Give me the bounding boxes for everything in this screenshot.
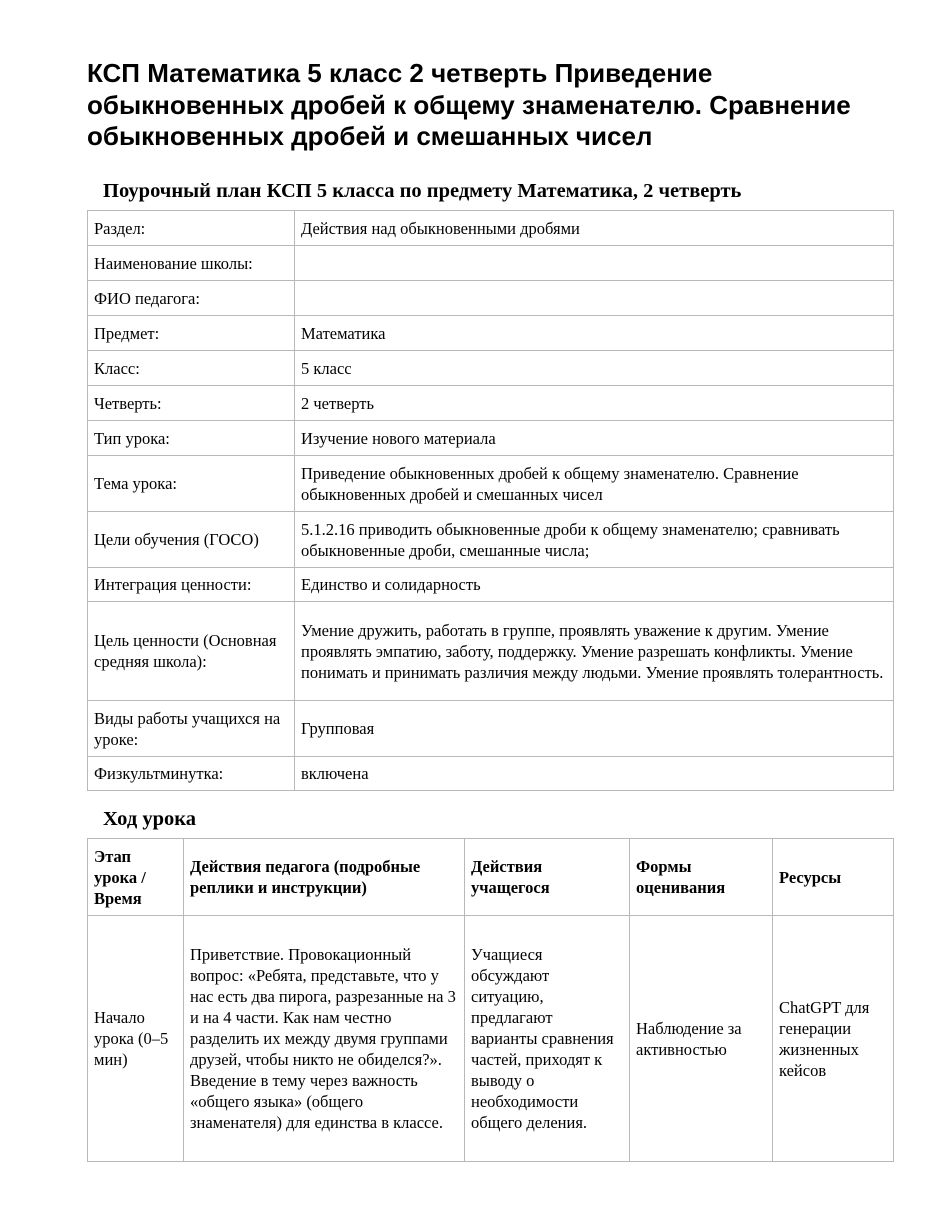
table-row (88, 916, 894, 1162)
info-label: Раздел: (88, 211, 295, 246)
info-label: Виды работы учащихся на уроке: (88, 701, 295, 757)
plan-heading: Поурочный план КСП 5 класса по предмету Математика, 2 четверть (103, 180, 742, 202)
info-value: 5 класс (295, 351, 894, 386)
info-row-value-integration (88, 568, 894, 602)
info-label: Цель ценности (Основная средняя школа): (88, 602, 295, 701)
assessment-cell: Наблюдение за активностью (630, 916, 773, 1162)
info-value: Умение дружить, работать в группе, проявлять уважение к другим. Умение проявлять эмпатию, заботу, поддержку. Умение разрешать конфликты. Умение понимать и принимать различия между людьми. Умение проявлять толерантность. (295, 602, 894, 701)
info-label: Тема урока: (88, 456, 295, 512)
info-label: Физкультминутка: (88, 757, 295, 791)
info-label: Наименование школы: (88, 246, 295, 281)
column-header-assessment: Формы оценивания (630, 839, 773, 916)
info-label: ФИО педагога: (88, 281, 295, 316)
info-value: Приведение обыкновенных дробей к общему знаменателю. Сравнение обыкновенных дробей и смешанных чисел (295, 456, 894, 512)
info-row-topic (88, 456, 894, 512)
info-label: Четверть: (88, 386, 295, 421)
resources-cell: ChatGPT для генерации жизненных кейсов (773, 916, 894, 1162)
info-row-school (88, 246, 894, 281)
flow-header-row (88, 839, 894, 916)
info-row-quarter (88, 386, 894, 421)
info-value: включена (295, 757, 894, 791)
info-label: Предмет: (88, 316, 295, 351)
info-row-section (88, 211, 894, 246)
document-title: КСП Математика 5 класс 2 четверть Приведение обыкновенных дробей к общему знаменателю. Сравнение обыкновенных дробей и смешанных чисел (87, 58, 851, 151)
info-row-teacher (88, 281, 894, 316)
info-value: 2 четверть (295, 386, 894, 421)
teacher-actions-cell: Приветствие. Провокационный вопрос: «Ребята, представьте, что у нас есть два пирога, разрезанные на 3 и на 4 части. Как нам честно разделить их между двумя группами друзей, чтобы никто не обиделся?». Введение в тему через важность «общего языка» (общего знаменателя) для единства в классе. (184, 916, 465, 1162)
info-value: Математика (295, 316, 894, 351)
student-actions-cell: Учащиеся обсуждают ситуацию, предлагают варианты сравнения частей, приходят к выводу о необходимости общего деления. (465, 916, 630, 1162)
column-header-resources: Ресурсы (773, 839, 894, 916)
info-row-subject (88, 316, 894, 351)
lesson-flow-heading: Ход урока (103, 808, 196, 830)
stage-cell: Начало урока (0–5 мин) (88, 916, 184, 1162)
info-value: Действия над обыкновенными дробями (295, 211, 894, 246)
column-header-teacher-actions: Действия педагога (подробные реплики и инструкции) (184, 839, 465, 916)
info-label: Тип урока: (88, 421, 295, 456)
info-row-lesson-type (88, 421, 894, 456)
info-row-objectives (88, 512, 894, 568)
lesson-flow-table (87, 838, 894, 1162)
info-value: Изучение нового материала (295, 421, 894, 456)
info-row-work-types (88, 701, 894, 757)
info-row-physical-break (88, 757, 894, 791)
info-label: Класс: (88, 351, 295, 386)
info-value: 5.1.2.16 приводить обыкновенные дроби к общему знаменателю; сравнивать обыкновенные дроби, смешанные числа; (295, 512, 894, 568)
info-value: Групповая (295, 701, 894, 757)
info-label: Интеграция ценности: (88, 568, 295, 602)
lesson-info-table (87, 210, 894, 791)
info-value (295, 246, 894, 281)
info-row-grade (88, 351, 894, 386)
column-header-stage: Этап урока / Время (88, 839, 184, 916)
info-value (295, 281, 894, 316)
column-header-student-actions: Действия учащегося (465, 839, 630, 916)
info-row-value-goal (88, 602, 894, 701)
info-label: Цели обучения (ГОСО) (88, 512, 295, 568)
info-value: Единство и солидарность (295, 568, 894, 602)
